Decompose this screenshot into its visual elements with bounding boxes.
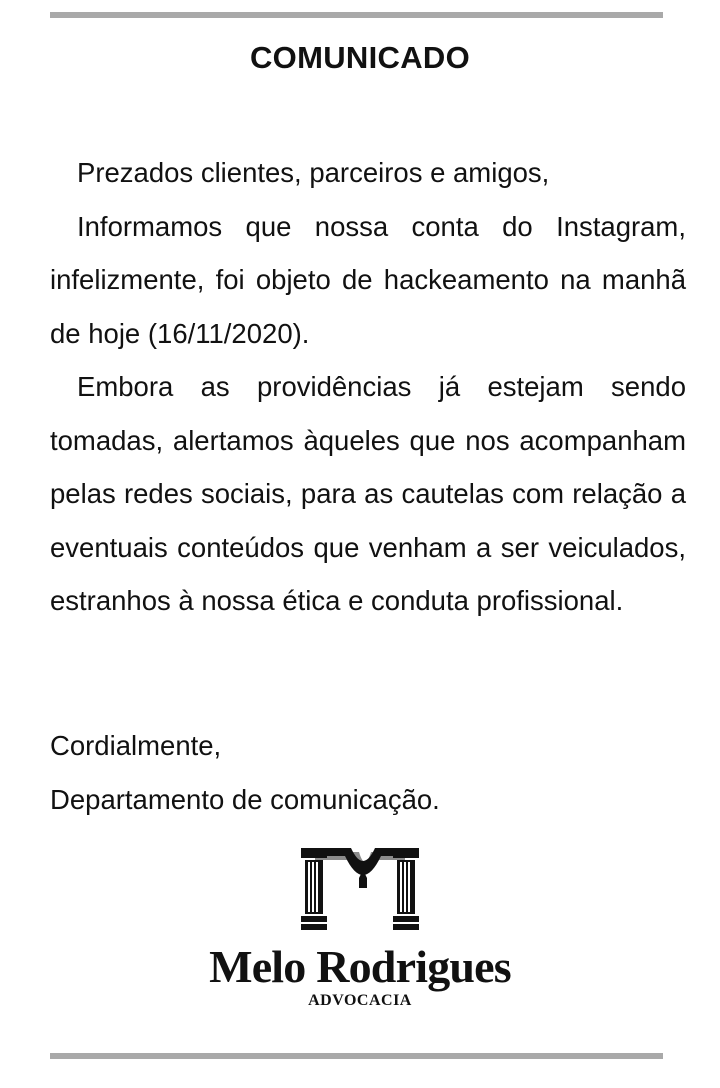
notice-paragraph: Informamos que nossa conta do Instagram, infelizmente, foi objeto de hackeamento na manhã de hoje (16/11/2020). bbox=[50, 210, 686, 349]
logo-wordmark: Melo Rodrigues bbox=[209, 941, 511, 992]
notice-paragraph: Embora as providências já estejam sendo tomadas, alertamos àqueles que nos acompanham pelas redes sociais, para as cautelas com relação a eventuais conteúdos que venham a ser veiculados, estranhos à nossa ética e conduta profissional. bbox=[50, 371, 686, 616]
page-title: COMUNICADO bbox=[250, 40, 470, 75]
company-logo bbox=[190, 848, 530, 1018]
closing-salutation: Cordialmente, bbox=[50, 730, 222, 761]
signature-department: Departamento de comunicação. bbox=[50, 783, 440, 815]
bottom-divider bbox=[50, 1053, 663, 1059]
notice-body bbox=[50, 146, 686, 628]
top-divider bbox=[50, 12, 663, 18]
columns-arch-logo-icon bbox=[301, 848, 419, 930]
signature-block bbox=[50, 719, 686, 826]
logo-subtitle: ADVOCACIA bbox=[308, 992, 412, 1009]
greeting-paragraph: Prezados clientes, parceiros e amigos, bbox=[77, 157, 550, 188]
